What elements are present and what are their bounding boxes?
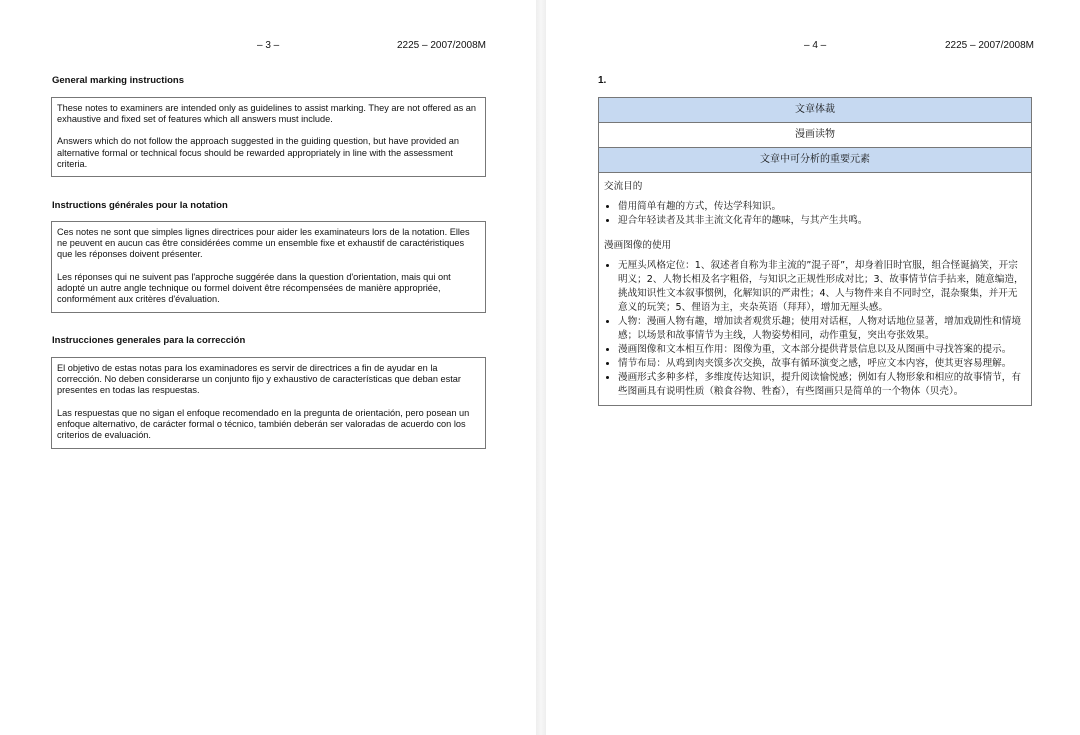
paragraph: Ces notes ne sont que simples lignes directrices pour aider les examinateurs lors de la notation. Elles ne peuvent en aucun cas être considérées comme un ensemble fixe et exhaustif de caractéristiques que les réponses doivent présenter. xyxy=(57,227,470,260)
paragraph: Les réponses qui ne suivent pas l'approche suggérée dans la question d'orientation, mais qui ont adopté un autre angle technique ou formel doivent être récompensées de manière appropriée, conformément aux critères d'évaluation. xyxy=(57,271,451,305)
list-item: • 情节布局：从鸡到肉夹馍多次交换，故事有循环演变之感，呼应文本内容，使其更容易理解。 xyxy=(618,357,1024,371)
instructions-box-spanish xyxy=(51,357,486,449)
section-title-spanish: Instrucciones generales para la corrección xyxy=(52,335,246,346)
list-item: • 无厘头风格定位：1、叙述者自称为非主流的”混子哥”，却身着旧时官服，组合怪诞搞笑，开宗明义；2、人物长相及名字粗俗，与知识之正规性形成对比；3、故事情节信手拈来，随意编造，挑战知识性文本叙事惯例，化解知识的严肃性；4、人与物件来自不同时空，混杂聚集，并开无意义的玩笑；5、俚语为主，夹杂英语（拜拜），增加无厘头感。 xyxy=(618,259,1024,315)
left-page xyxy=(0,0,536,735)
section-title-english: General marking instructions xyxy=(52,75,184,86)
elements-cell xyxy=(599,173,1031,405)
document-code: 2225 – 2007/2008M xyxy=(397,40,486,51)
document-code: 2225 – 2007/2008M xyxy=(945,40,1034,51)
bullet-list xyxy=(604,200,1024,228)
genre-value: 漫画读物 xyxy=(599,123,1031,148)
page-number: – 3 – xyxy=(257,40,280,51)
page-number: – 4 – xyxy=(804,40,827,51)
paragraph: Las respuestas que no sigan el enfoque recomendado en la pregunta de orientación, pero posean un enfoque alternativo, de carácter formal o técnico, también deberán ser valoradas de acuerdo con los criterios de evaluación. xyxy=(57,407,470,441)
analysis-table xyxy=(598,97,1032,406)
genre-header: 文章体裁 xyxy=(599,98,1031,123)
list-item: • 借用简单有趣的方式，传达学科知识。 xyxy=(618,200,1024,214)
subsection-title: 交流目的 xyxy=(604,181,643,192)
bullet-list xyxy=(604,259,1024,399)
section-title-french: Instructions générales pour la notation xyxy=(52,200,228,211)
instructions-box-english xyxy=(51,97,486,177)
list-item: • 漫画形式多种多样，多维度传达知识，提升阅读愉悦感；例如有人物形象和相应的故事情节，有些图画具有说明性质（粮食谷物、牲畜），有些图画只是简单的一个物体（贝壳）。 xyxy=(618,371,1024,399)
right-page xyxy=(546,0,1080,735)
question-number: 1. xyxy=(598,75,607,86)
elements-header: 文章中可分析的重要元素 xyxy=(599,148,1031,173)
list-item: • 漫画图像和文本相互作用：图像为重，文本部分提供背景信息以及从图画中寻找答案的提示。 xyxy=(618,343,1024,357)
paragraph: El objetivo de estas notas para los examinadores es servir de directrices a fin de ayudar en la corrección. No deben considerarse un conjunto fijo y exhaustivo de características que deban estar presentes en todas las respuestas. xyxy=(57,363,461,396)
paragraph: Answers which do not follow the approach suggested in the guiding question, but have provided an alternative formal or technical focus should be rewarded appropriately in line with the assessment criteria. xyxy=(57,136,459,169)
page-gutter xyxy=(536,0,546,735)
instructions-box-french xyxy=(51,221,486,313)
paragraph: These notes to examiners are intended only as guidelines to assist marking. They are not offered as an exhaustive and fixed set of features which all answers must include. xyxy=(57,103,476,125)
list-item: • 人物：漫画人物有趣，增加读者观赏乐趣；使用对话框，人物对话地位显著，增加戏剧性和情境感；以场景和故事情节为主线，人物姿势相同，动作重复，突出夸张效果。 xyxy=(618,315,1024,343)
list-item: • 迎合年轻读者及其非主流文化青年的趣味，与其产生共鸣。 xyxy=(618,214,1024,228)
subsection-title: 漫画图像的使用 xyxy=(604,240,672,251)
